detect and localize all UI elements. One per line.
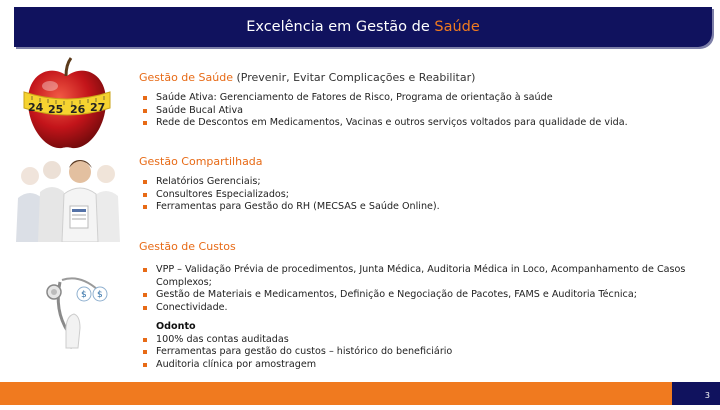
page-title — [14, 7, 712, 47]
tape-number: 27 — [90, 101, 106, 114]
tape-number: 26 — [70, 103, 86, 116]
apple-measuring-tape-icon — [22, 56, 112, 154]
section-heading: Gestão de Custos — [139, 240, 236, 253]
list-item: Consultores Especializados; — [139, 189, 709, 202]
section-title — [139, 71, 709, 84]
page-number: 3 — [672, 382, 720, 405]
list-item: Saúde Bucal Ativa — [139, 105, 709, 118]
section-title — [139, 155, 709, 168]
odonto-heading: Odonto — [156, 321, 196, 332]
section-gestao-custos — [139, 240, 709, 371]
section-gestao-compartilhada — [139, 155, 709, 214]
list-item: 100% das contas auditadas — [139, 334, 709, 347]
section-heading: Gestão Compartilhada — [139, 155, 263, 168]
title-main: Excelência em Gestão de — [246, 19, 435, 35]
list-item: Auditoria clínica por amostragem — [139, 359, 709, 372]
header — [0, 0, 720, 48]
title-bar — [14, 7, 712, 47]
list-item: Rede de Descontos em Medicamentos, Vacinas e outros serviços voltados para qualidade de vida. — [139, 117, 709, 130]
stethoscope-money-icon — [40, 270, 130, 350]
list-item: Relatórios Gerenciais; — [139, 176, 709, 189]
list-item: Gestão de Materiais e Medicamentos, Definição e Negociação de Pacotes, FAMS e Auditoria Técnica; — [139, 289, 709, 302]
section-subheading: (Prevenir, Evitar Complicações e Reabilitar) — [233, 71, 476, 84]
list-item: Saúde Ativa: Gerenciamento de Fatores de Risco, Programa de orientação à saúde — [139, 92, 709, 105]
tape-number: 25 — [48, 103, 64, 116]
list-item: Ferramentas para gestão do custos – histórico do beneficiário — [139, 346, 709, 359]
list-item: Conectividade. — [139, 302, 709, 315]
svg-text:$: $ — [97, 290, 103, 300]
section-gestao-saude — [139, 71, 709, 130]
svg-text:$: $ — [81, 290, 87, 300]
section-heading: Gestão de Saúde — [139, 71, 233, 84]
odonto-bullet-list — [139, 334, 709, 372]
bullet-list — [139, 264, 709, 314]
list-item: VPP – Validação Prévia de procedimentos, Junta Médica, Auditoria Médica in Loco, Acompanhamento de Casos Complexos; — [139, 264, 709, 289]
team-people-icon — [8, 150, 123, 242]
title-accent: Saúde — [434, 19, 480, 35]
list-item: Ferramentas para Gestão do RH (MECSAS e Saúde Online). — [139, 201, 709, 214]
tape-number: 24 — [28, 101, 44, 114]
bullet-list — [139, 176, 709, 214]
footer-bar — [0, 382, 720, 405]
bullet-list — [139, 92, 709, 130]
section-title — [139, 240, 709, 253]
